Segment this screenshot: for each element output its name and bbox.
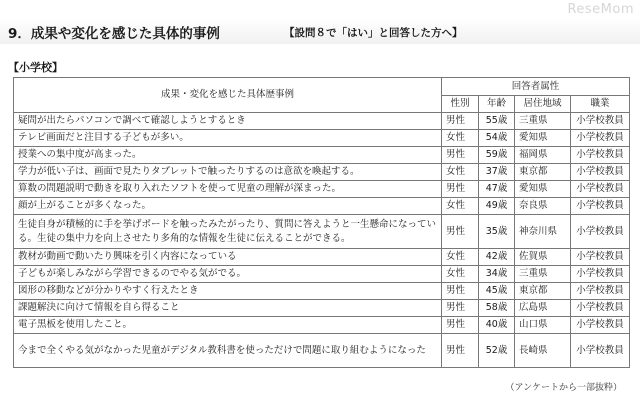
gender-cell: 女性 bbox=[442, 249, 479, 266]
gender-cell: 男性 bbox=[442, 113, 479, 130]
job-cell: 小学校教員 bbox=[571, 181, 630, 198]
section-label: 【小学校】 bbox=[8, 61, 63, 74]
table-row bbox=[14, 283, 630, 300]
region-cell: 佐賀県 bbox=[515, 249, 571, 266]
region-cell: 三重県 bbox=[515, 113, 571, 130]
region-cell: 東京都 bbox=[515, 283, 571, 300]
example-cell: 疑問が出たらパソコンで調べて確認しようとするとき bbox=[14, 113, 442, 130]
gender-cell: 男性 bbox=[442, 181, 479, 198]
age-cell: 52歳 bbox=[479, 334, 515, 368]
example-cell: 電子黒板を使用したこと。 bbox=[14, 317, 442, 334]
example-cell: 課題解決に向けて情報を自ら得ること bbox=[14, 300, 442, 317]
job-cell: 小学校教員 bbox=[571, 164, 630, 181]
age-cell: 49歳 bbox=[479, 198, 515, 215]
example-cell: 算数の問題説明で動きを取り入れたソフトを使って児童の理解が深まった。 bbox=[14, 181, 442, 198]
table-row bbox=[14, 147, 630, 164]
job-cell: 小学校教員 bbox=[571, 300, 630, 317]
cases-table bbox=[13, 77, 630, 368]
column-header-region: 居住地域 bbox=[515, 96, 571, 113]
example-cell: 授業への集中度が高まった。 bbox=[14, 147, 442, 164]
example-header: 成果・変化を感じた具体歴事例 bbox=[14, 78, 442, 113]
page-title: 9．成果や変化を感じた具体的事例 bbox=[8, 26, 220, 42]
age-cell: 58歳 bbox=[479, 300, 515, 317]
example-cell: 学力が低い子は、画面で見たりタブレットで触ったりするのは意欲を喚起する。 bbox=[14, 164, 442, 181]
example-cell: 顔が上がることが多くなった。 bbox=[14, 198, 442, 215]
column-header-gender: 性別 bbox=[442, 96, 479, 113]
age-cell: 35歳 bbox=[479, 215, 515, 249]
column-header-age: 年齢 bbox=[479, 96, 515, 113]
region-cell: 広島県 bbox=[515, 300, 571, 317]
example-cell: 今まで全くやる気がなかった児童がデジタル教科書を使っただけで問題に取り組むようになった bbox=[14, 334, 442, 368]
example-cell: 生徒自身が積極的に手を挙げボードを触ったみたがったり、質問に答えようと一生懸命になっている。生徒の集中力を向上させたり多角的な情報を生徒に伝えることができる。 bbox=[14, 215, 442, 249]
region-cell: 福岡県 bbox=[515, 147, 571, 164]
job-cell: 小学校教員 bbox=[571, 147, 630, 164]
job-cell: 小学校教員 bbox=[571, 266, 630, 283]
table-row bbox=[14, 266, 630, 283]
column-header-job: 職業 bbox=[571, 96, 630, 113]
example-cell: テレビ画面だと注目する子どもが多い。 bbox=[14, 130, 442, 147]
job-cell: 小学校教員 bbox=[571, 198, 630, 215]
table-row bbox=[14, 215, 630, 249]
region-cell: 東京都 bbox=[515, 164, 571, 181]
watermark-logo: ReseMom bbox=[567, 2, 634, 17]
job-cell: 小学校教員 bbox=[571, 334, 630, 368]
gender-cell: 女性 bbox=[442, 164, 479, 181]
gender-cell: 男性 bbox=[442, 334, 479, 368]
job-cell: 小学校教員 bbox=[571, 215, 630, 249]
region-cell: 三重県 bbox=[515, 266, 571, 283]
gender-cell: 女性 bbox=[442, 130, 479, 147]
table-row bbox=[14, 317, 630, 334]
gender-cell: 男性 bbox=[442, 300, 479, 317]
table-row bbox=[14, 130, 630, 147]
gender-cell: 男性 bbox=[442, 147, 479, 164]
example-cell: 図形の移動などが分かりやすく行えたとき bbox=[14, 283, 442, 300]
region-cell: 愛知県 bbox=[515, 130, 571, 147]
job-cell: 小学校教員 bbox=[571, 249, 630, 266]
gender-cell: 男性 bbox=[442, 215, 479, 249]
age-cell: 47歳 bbox=[479, 181, 515, 198]
example-cell: 子どもが楽しみながら学習できるのでやる気がでる。 bbox=[14, 266, 442, 283]
age-cell: 55歳 bbox=[479, 113, 515, 130]
table-row bbox=[14, 113, 630, 130]
age-cell: 59歳 bbox=[479, 147, 515, 164]
region-cell: 神奈川県 bbox=[515, 215, 571, 249]
gender-cell: 女性 bbox=[442, 198, 479, 215]
age-cell: 40歳 bbox=[479, 317, 515, 334]
page-subtitle: 【設問８で「はい」と回答した方へ】 bbox=[284, 27, 463, 39]
table-body bbox=[14, 113, 630, 368]
region-cell: 奈良県 bbox=[515, 198, 571, 215]
attribute-group-header: 回答者属性 bbox=[442, 78, 630, 96]
age-cell: 37歳 bbox=[479, 164, 515, 181]
age-cell: 54歳 bbox=[479, 130, 515, 147]
table-row bbox=[14, 164, 630, 181]
footnote: （アンケートから一部抜粋） bbox=[505, 383, 622, 393]
table-row bbox=[14, 181, 630, 198]
age-cell: 42歳 bbox=[479, 249, 515, 266]
job-cell: 小学校教員 bbox=[571, 317, 630, 334]
table-row bbox=[14, 300, 630, 317]
table-row bbox=[14, 334, 630, 368]
region-cell: 愛知県 bbox=[515, 181, 571, 198]
age-cell: 34歳 bbox=[479, 266, 515, 283]
table-row bbox=[14, 198, 630, 215]
example-cell: 教材が動画で動いたり興味を引く内容になっている bbox=[14, 249, 442, 266]
job-cell: 小学校教員 bbox=[571, 130, 630, 147]
gender-cell: 男性 bbox=[442, 317, 479, 334]
table-row bbox=[14, 249, 630, 266]
gender-cell: 男性 bbox=[442, 283, 479, 300]
gender-cell: 女性 bbox=[442, 266, 479, 283]
job-cell: 小学校教員 bbox=[571, 283, 630, 300]
region-cell: 山口県 bbox=[515, 317, 571, 334]
region-cell: 長崎県 bbox=[515, 334, 571, 368]
age-cell: 45歳 bbox=[479, 283, 515, 300]
job-cell: 小学校教員 bbox=[571, 113, 630, 130]
